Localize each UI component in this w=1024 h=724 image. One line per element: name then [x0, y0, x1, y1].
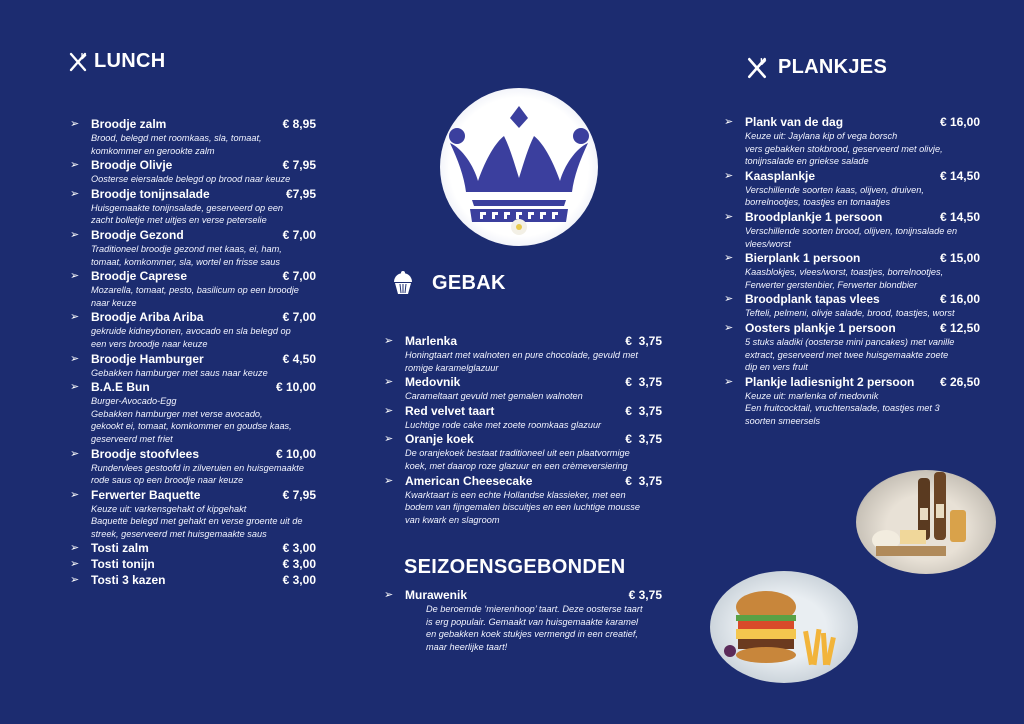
- menu-item-row: [91, 158, 316, 173]
- gebak-menu-item: [384, 432, 662, 472]
- lunch-menu-item: [70, 310, 316, 350]
- menu-item-name: Murawenik: [405, 588, 468, 602]
- menu-item-description: 5 stuks aladiki (oosterse mini pancakes) met vanille extract, geserveerd met twee huisgemaakte zoete dip en vers fruit: [745, 336, 955, 373]
- menu-item-row: [745, 210, 980, 225]
- menu-item-row: [91, 269, 316, 284]
- lunch-menu-item: [70, 488, 316, 541]
- menu-item-price: € 3,75: [625, 432, 662, 447]
- arrow-bullet-icon: ➢: [724, 321, 734, 334]
- lunch-heading: [68, 50, 166, 73]
- menu-item-description: Traditioneel broodje gezond met kaas, ei, ham, tomaat, komkommer, sla, wortel en frisse saus: [91, 243, 282, 267]
- menu-item-price: € 15,00: [939, 251, 980, 266]
- menu-item-row: [91, 573, 316, 588]
- menu-item-name: Broodje stoofvlees: [91, 446, 200, 461]
- menu-item-price: € 12,50: [939, 320, 980, 335]
- plankjes-heading: [746, 56, 887, 79]
- menu-item-description: Keuze uit: marlenka of medovnik Een fruitcocktail, vruchtensalade, toastjes met 3 soorten smeersels: [745, 390, 940, 426]
- burger-photo: [710, 571, 858, 683]
- arrow-bullet-icon: ➢: [70, 187, 80, 200]
- beer-bottles-icon: [856, 470, 996, 574]
- lunch-menu-item: [70, 269, 316, 309]
- arrow-bullet-icon: ➢: [724, 375, 734, 388]
- menu-item-price: € 10,00: [275, 446, 316, 461]
- arrow-bullet-icon: ➢: [384, 474, 394, 487]
- menu-item-row: [745, 251, 980, 266]
- plankjes-menu-item: [724, 292, 980, 320]
- plankjes-menu-item: [724, 169, 980, 209]
- plankjes-menu-item: [724, 210, 980, 250]
- menu-item-name: Plank van de dag: [745, 115, 844, 129]
- menu-item-name: Kaasplankje: [745, 168, 816, 183]
- menu-item-row: [745, 321, 980, 336]
- menu-item-description: Carameltaart gevuld met gemalen walnoten: [405, 391, 583, 402]
- menu-item-row: [91, 310, 316, 325]
- seizoen-title: SEIZOENSGEBONDEN: [404, 556, 626, 578]
- burger-fries-icon: [710, 571, 858, 683]
- arrow-bullet-icon: ➢: [724, 210, 734, 223]
- arrow-bullet-icon: ➢: [70, 558, 80, 571]
- menu-item-price: € 3,00: [282, 541, 316, 556]
- lunch-menu-item: [70, 573, 316, 588]
- menu-item-description: Oosterse eiersalade belegd op brood naar keuze: [91, 174, 291, 185]
- lunch-menu-item: [70, 557, 316, 572]
- arrow-bullet-icon: ➢: [70, 270, 80, 283]
- menu-item-name: Broodje Gezond: [91, 227, 184, 242]
- plankjes-list: [724, 115, 980, 429]
- plankjes-title: PLANKJES: [778, 56, 888, 78]
- arrow-bullet-icon: ➢: [724, 116, 734, 128]
- menu-item-price: € 8,95: [282, 117, 316, 131]
- lunch-menu-item: [70, 541, 316, 556]
- menu-item-row: [91, 447, 316, 462]
- menu-item-name: Tosti zalm: [91, 541, 149, 556]
- menu-item-row: [405, 375, 662, 390]
- menu-item-row: [405, 474, 662, 489]
- menu-item-name: Broodje Ariba Ariba: [91, 310, 204, 325]
- menu-item-description: Kaasblokjes, vlees/worst, toastjes, borrelnootjes, Ferwerter gerstenbier, Ferwerter blondbier: [745, 267, 944, 290]
- gebak-menu-item: [384, 375, 662, 403]
- arrow-bullet-icon: ➢: [70, 488, 80, 501]
- menu-item-row: [745, 169, 980, 184]
- menu-item-price: € 26,50: [939, 374, 980, 389]
- lunch-menu-item: [70, 158, 316, 186]
- menu-item-price: € 14,50: [939, 168, 980, 183]
- cupcake-icon: [390, 270, 416, 296]
- menu-item-row: [405, 334, 662, 349]
- cutlery-icon: [68, 52, 88, 72]
- arrow-bullet-icon: ➢: [724, 252, 734, 265]
- menu-item-name: Marlenka: [405, 334, 458, 348]
- plankjes-menu-item: [724, 375, 980, 428]
- arrow-bullet-icon: ➢: [384, 335, 394, 347]
- menu-item-row: [91, 557, 316, 572]
- menu-item-price: € 16,00: [939, 292, 980, 307]
- menu-item-name: Broodplankje 1 persoon: [745, 209, 883, 224]
- menu-item-description: Brood, belegd met roomkaas, sla, tomaat, komkommer en gerookte zalm: [91, 133, 262, 156]
- menu-item-name: B.A.E Bun: [91, 380, 150, 395]
- lunch-menu-item: [70, 117, 316, 157]
- gebak-menu-item: [384, 334, 662, 374]
- menu-item-row: [405, 588, 662, 603]
- menu-item-description: Kwarktaart is een echte Hollandse klassieker, met een bodem van fijngemalen biscuitjes en een luchtige mousse van kwark en slagroom: [405, 489, 640, 525]
- menu-item-name: Broodje Hamburger: [91, 351, 204, 366]
- arrow-bullet-icon: ➢: [724, 169, 734, 182]
- cutlery-icon: [746, 57, 768, 79]
- menu-item-description: Mozarella, tomaat, pesto, basilicum op een broodje naar keuze: [91, 285, 299, 308]
- plankjes-menu-item: [724, 115, 980, 168]
- menu-item-price: € 4,50: [282, 351, 316, 366]
- lunch-menu-item: [70, 228, 316, 268]
- menu-item-description: gekruide kidneybonen, avocado en sla belegd op een vers broodje naar keuze: [91, 326, 291, 349]
- menu-item-name: Oosters plankje 1 persoon: [745, 320, 896, 335]
- arrow-bullet-icon: ➢: [70, 574, 80, 587]
- menu-item-row: [91, 228, 316, 243]
- lunch-list: [70, 117, 316, 589]
- arrow-bullet-icon: ➢: [70, 542, 80, 555]
- menu-item-description: Gebakken hamburger met saus naar keuze: [91, 367, 268, 378]
- menu-item-price: € 3,00: [282, 557, 316, 572]
- menu-item-description: Huisgemaakte tonijnsalade, geserveerd op een zacht bolletje met uitjes en verse peterselie: [91, 202, 284, 226]
- menu-item-name: Bierplank 1 persoon: [745, 251, 861, 266]
- menu-item-name: Medovnik: [405, 375, 461, 390]
- arrow-bullet-icon: ➢: [70, 159, 80, 172]
- menu-item-description: Rundervlees gestoofd in zilveruien en huisgemaakte rode saus op een broodje naar keuze: [91, 462, 304, 486]
- arrow-bullet-icon: ➢: [724, 293, 734, 306]
- arrow-bullet-icon: ➢: [384, 376, 394, 389]
- arrow-bullet-icon: ➢: [384, 433, 394, 446]
- menu-item-description: Keuze uit: varkensgehakt of kipgehakt Baquette belegd met gehakt en verse groente uit de streek, geserveerd met huisgemaakte saus: [91, 503, 303, 539]
- menu-item-name: Broodje Caprese: [91, 269, 188, 284]
- menu-item-price: € 7,00: [282, 310, 316, 325]
- menu-item-price: € 3,00: [282, 573, 316, 588]
- plankjes-menu-item: [724, 251, 980, 291]
- lunch-menu-item: [70, 187, 316, 227]
- menu-item-price: €7,95: [285, 186, 316, 201]
- menu-item-price: € 3,75: [628, 588, 662, 602]
- menu-item-row: [91, 380, 316, 395]
- seizoen-list: [384, 588, 662, 654]
- menu-item-description: Burger-Avocado-Egg Gebakken hamburger met verse avocado, gekookt ei, tomaat, komkommer en goudse kaas, geserveerd met friet: [91, 396, 292, 444]
- menu-item-name: Oranje koek: [405, 432, 474, 447]
- menu-item-price: € 7,95: [282, 487, 316, 502]
- lunch-menu-item: [70, 447, 316, 487]
- menu-item-price: € 14,50: [939, 209, 980, 224]
- menu-item-description: Keuze uit: Jaylana kip of vega borsch vers gebakken stokbrood, geserveerd met olivje, tonijnsalade en griekse salade: [745, 131, 943, 167]
- menu-item-row: [91, 488, 316, 503]
- menu-item-price: € 3,75: [625, 403, 662, 418]
- menu-item-price: € 3,75: [625, 375, 662, 390]
- menu-item-name: Tosti tonijn: [91, 557, 155, 572]
- seizoen-menu-item: [384, 588, 662, 653]
- menu-item-row: [745, 375, 980, 390]
- menu-item-row: [91, 187, 316, 202]
- menu-item-description: Verschillende soorten brood, olijven, tonijnsalade en vlees/worst: [745, 225, 958, 249]
- menu-item-name: Broodje Olivje: [91, 158, 173, 173]
- menu-item-description: De beroemde ‘mierenhoop’ taart. Deze oosterse taart is erg populair. Gemaakt van huisgemaakte karamel en gebakken koek stukjes vermengd in een creatief, maar heerlijke taart!: [426, 604, 643, 652]
- menu-item-price: € 10,00: [275, 380, 316, 395]
- menu-item-description: Verschillende soorten kaas, olijven, druiven, borrelnootjes, toastjes en tomaatjes: [745, 184, 924, 208]
- menu-item-price: € 7,00: [282, 269, 316, 284]
- gebak-heading: [390, 270, 506, 296]
- menu-item-name: Tosti 3 kazen: [91, 573, 166, 588]
- gebak-list: [384, 334, 662, 527]
- seizoen-heading: [404, 556, 626, 579]
- menu-item-name: Plankje ladiesnight 2 persoon: [745, 374, 915, 389]
- menu-item-name: Broodje zalm: [91, 117, 167, 131]
- menu-item-price: € 7,00: [282, 227, 316, 242]
- menu-item-row: [405, 432, 662, 447]
- crown-icon: [440, 88, 598, 246]
- gebak-menu-item: [384, 474, 662, 527]
- gebak-title: GEBAK: [432, 271, 506, 294]
- menu-item-name: Red velvet taart: [405, 403, 495, 418]
- menu-item-name: American Cheesecake: [405, 473, 533, 488]
- arrow-bullet-icon: ➢: [70, 447, 80, 460]
- lunch-title: LUNCH: [94, 50, 166, 72]
- lunch-menu-item: [70, 352, 316, 380]
- arrow-bullet-icon: ➢: [70, 311, 80, 324]
- drinks-photo: [856, 470, 996, 574]
- menu-item-price: € 16,00: [939, 115, 980, 129]
- menu-item-row: [405, 404, 662, 419]
- menu-item-row: [91, 117, 316, 132]
- arrow-bullet-icon: ➢: [384, 404, 394, 417]
- menu-item-price: € 3,75: [625, 334, 662, 348]
- menu-item-row: [745, 115, 980, 130]
- menu-item-description: Honingtaart met walnoten en pure chocolade, gevuld met romige karamelglazuur: [405, 350, 638, 373]
- lunch-menu-item: [70, 380, 316, 445]
- plankjes-menu-item: [724, 321, 980, 374]
- menu-item-description: Luchtige rode cake met zoete roomkaas glazuur: [405, 419, 602, 430]
- menu-item-name: Ferwerter Baquette: [91, 487, 201, 502]
- menu-item-name: Broodplank tapas vlees: [745, 292, 880, 307]
- menu-item-name: Broodje tonijnsalade: [91, 186, 210, 201]
- arrow-bullet-icon: ➢: [70, 352, 80, 365]
- menu-item-description: Tefteli, pelmeni, olivje salade, brood, toastjes, worst: [745, 308, 955, 319]
- arrow-bullet-icon: ➢: [70, 381, 80, 394]
- menu-item-price: € 7,95: [282, 158, 316, 173]
- arrow-bullet-icon: ➢: [70, 228, 80, 241]
- arrow-bullet-icon: ➢: [70, 118, 80, 130]
- menu-item-row: [745, 292, 980, 307]
- menu-item-price: € 3,75: [625, 473, 662, 488]
- menu-item-description: De oranjekoek bestaat traditioneel uit een plaatvormige koek, met daarop roze glazuur en een crèmeversiering: [405, 448, 630, 471]
- crown-logo: [440, 88, 598, 246]
- arrow-bullet-icon: ➢: [384, 589, 394, 601]
- menu-item-row: [91, 352, 316, 367]
- menu-item-row: [91, 541, 316, 556]
- gebak-menu-item: [384, 404, 662, 432]
